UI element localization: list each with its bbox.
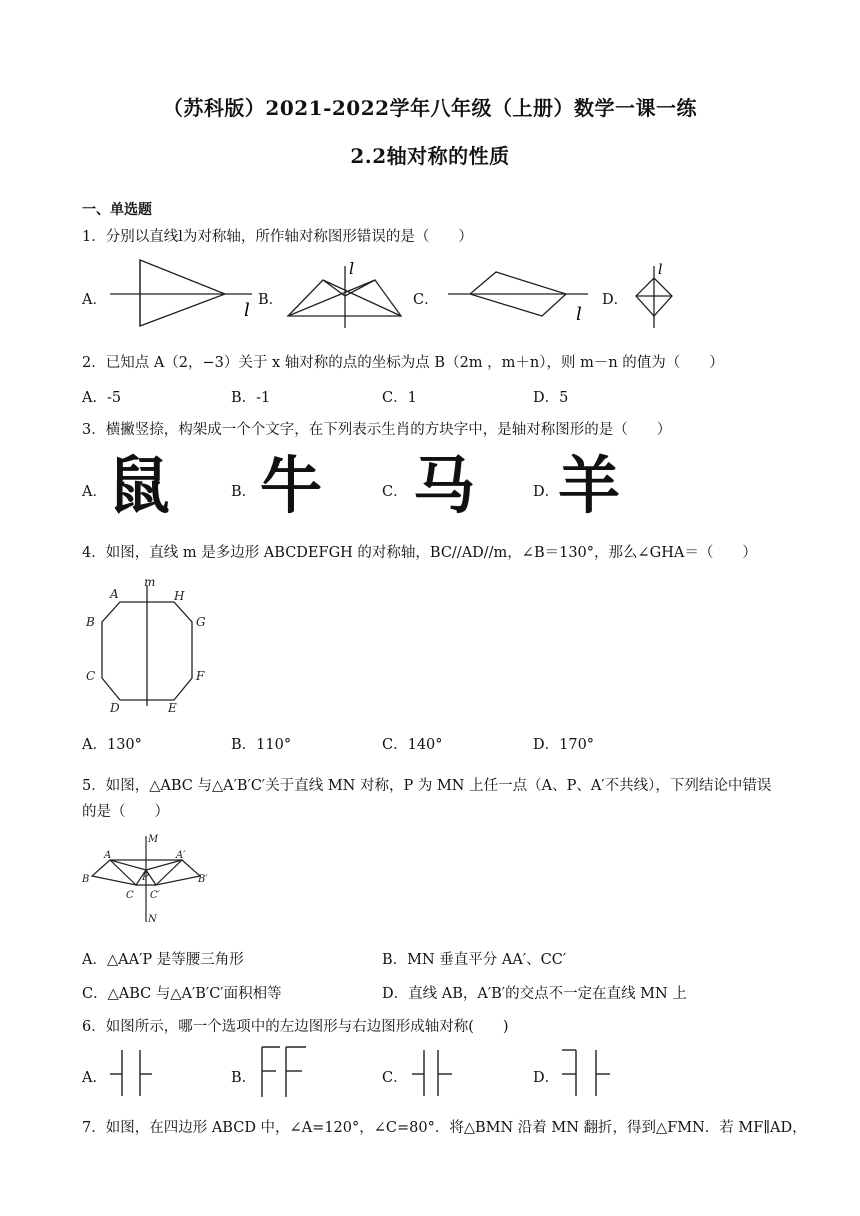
q5-label-b: B [82, 874, 90, 885]
q1-option-c-label: C． [413, 292, 439, 308]
question-2-stem: 2．已知点 A（2，−3）关于 x 轴对称的点的坐标为点 B（2m ，m＋n），则 m－n 的值为（ ） [82, 355, 724, 371]
q4-label-m: m [144, 575, 156, 589]
q1-figure-b [283, 258, 413, 330]
q4-option-c: C．140° [382, 737, 443, 753]
q3-option-a-label: A． [82, 484, 107, 500]
question-5-stem-line2: 的是（ ） [82, 804, 169, 820]
q5-label-c-prime: C′ [150, 890, 160, 901]
q5-option-b: B．MN 垂直平分 AA′、CC′ [382, 952, 567, 968]
question-7-stem: 7．如图，在四边形 ABCD 中，∠A=120°，∠C=80°．将△BMN 沿着 MN 翻折，得到△FMN．若 MF∥AD， [82, 1120, 807, 1136]
q1-c-axis-label: l [576, 304, 582, 325]
document-subtitle: 2.2轴对称的性质 [350, 144, 510, 168]
q5-label-b-prime: B′ [198, 874, 208, 885]
q3-char-ox: 牛 [260, 449, 323, 522]
q4-label-b: B [86, 615, 95, 629]
document-title: （苏科版）2021-2022学年八年级（上册）数学一课一练 [162, 96, 698, 120]
q3-option-b-label: B． [231, 484, 257, 500]
q3-char-rat: 鼠 [108, 449, 171, 522]
q3-option-c-label: C． [382, 484, 408, 500]
q4-option-b: B．110° [231, 737, 292, 753]
q5-label-a-prime: A′ [176, 850, 186, 861]
section-heading-single-choice: 一、单选题 [82, 202, 152, 218]
q1-figure-a [110, 258, 260, 330]
q5-figure-mirror [80, 830, 215, 925]
question-1-stem: 1．分别以直线l为对称轴，所作轴对称图形错误的是（ ） [82, 229, 473, 245]
q4-option-d: D．170° [533, 737, 595, 753]
question-3-stem: 3．横撇竖捺，构架成一个个文字，在下列表示生肖的方块字中，是轴对称图形的是（ ） [82, 422, 672, 438]
q5-option-c: C．△ABC 与△A′B′C′面积相等 [82, 986, 282, 1002]
q6-figure-b [258, 1045, 318, 1100]
q4-label-e: E [168, 701, 177, 715]
question-4-stem: 4．如图，直线 m 是多边形 ABCDEFGH 的对称轴，BC//AD//m，∠B＝130°，那么∠GHA＝（ ） [82, 545, 757, 561]
q1-b-axis-label: l [349, 259, 355, 278]
q4-label-h: H [174, 589, 185, 603]
q1-a-axis-label: l [244, 300, 250, 321]
q5-option-d: D．直线 AB，A′B′的交点不一定在直线 MN 上 [382, 986, 687, 1002]
q4-figure-octagon [82, 575, 217, 715]
q6-option-c-label: C． [382, 1070, 408, 1086]
q5-label-c: C [126, 890, 134, 901]
q6-option-d-label: D． [533, 1070, 560, 1086]
q5-label-p: P [142, 872, 149, 883]
q1-figure-c [448, 258, 598, 330]
q6-figure-a [106, 1048, 166, 1100]
q2-option-d: D．5 [533, 390, 569, 406]
q4-label-c: C [86, 669, 96, 683]
q2-option-a: A．-5 [82, 390, 122, 406]
q5-label-m: M [148, 834, 159, 845]
q1-option-a-label: A． [82, 292, 107, 308]
q2-option-b: B．-1 [231, 390, 271, 406]
q4-label-a: A [110, 587, 119, 601]
q5-option-a: A．△AA′P 是等腰三角形 [82, 952, 244, 968]
q1-figure-d [628, 258, 688, 330]
q6-figure-d [560, 1046, 620, 1100]
q5-label-n: N [148, 914, 157, 925]
q2-option-c: C．1 [382, 390, 417, 406]
q3-option-d-label: D． [533, 484, 560, 500]
q4-label-g: G [196, 615, 206, 629]
q4-label-d: D [110, 701, 120, 715]
q1-option-b-label: B． [258, 292, 284, 308]
q6-figure-c [408, 1048, 468, 1100]
q1-d-axis-label: l [658, 262, 663, 278]
q6-option-a-label: A． [82, 1070, 107, 1086]
q3-char-horse: 马 [413, 449, 476, 522]
q6-option-b-label: B． [231, 1070, 257, 1086]
q4-option-a: A．130° [82, 737, 142, 753]
question-6-stem: 6．如图所示，哪一个选项中的左边图形与右边图形成轴对称( ) [82, 1019, 509, 1035]
q3-char-goat: 羊 [558, 449, 621, 522]
q4-label-f: F [196, 669, 205, 683]
question-5-stem-line1: 5．如图，△ABC 与△A′B′C′关于直线 MN 对称，P 为 MN 上任一点（A、P、A′不共线），下列结论中错误 [82, 778, 772, 794]
q5-label-a: A [104, 850, 112, 861]
q1-option-d-label: D． [602, 292, 629, 308]
